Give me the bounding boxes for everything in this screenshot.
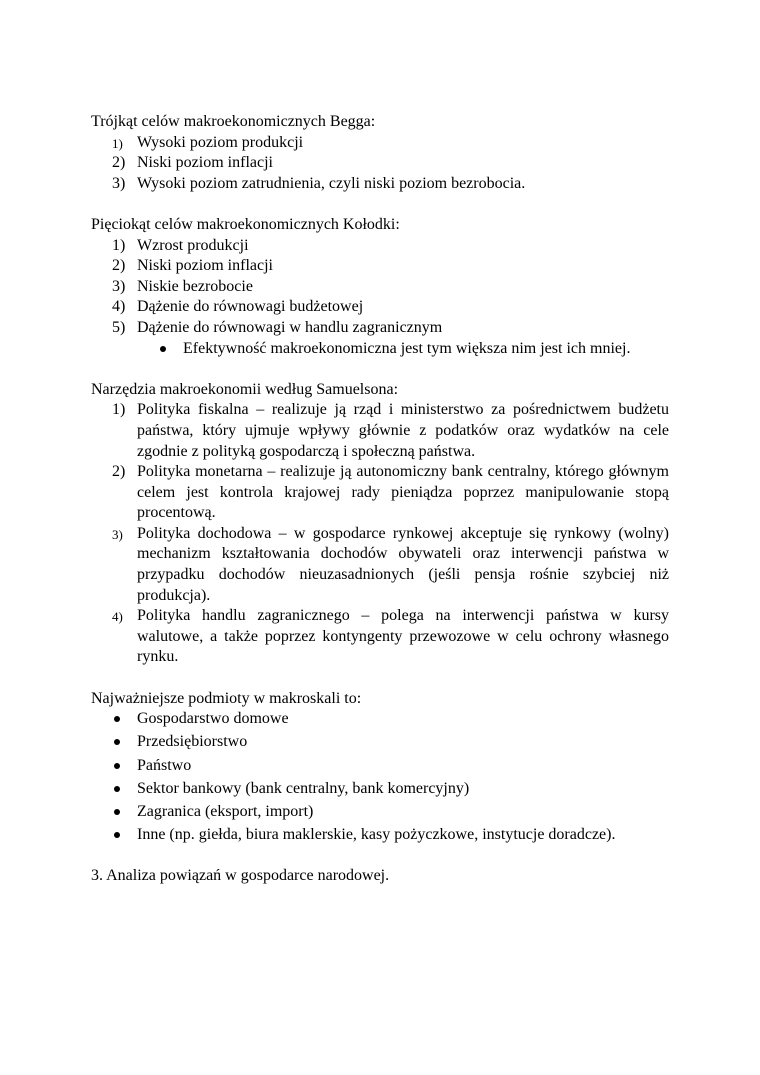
item-number: 3) [112, 277, 126, 295]
list-item [91, 400, 669, 462]
item-text: Dążenie do równowagi w handlu zagranicznym [137, 318, 443, 336]
item-text: Sektor bankowy (bank centralny, bank komercyjny) [137, 779, 470, 797]
bullet-icon [114, 716, 120, 722]
item-number: 3) [112, 174, 126, 192]
bullet-icon [114, 739, 120, 745]
item-text: Gospodarstwo domowe [137, 710, 289, 728]
item-text: Niski poziom inflacji [137, 257, 273, 275]
item-text: Inne (np. giełda, biura maklerskie, kasy pożyczkowe, instytucje doradcze). [137, 826, 616, 844]
bullet-icon [114, 763, 120, 769]
list-item [91, 277, 669, 298]
item-text: Państwo [137, 756, 192, 774]
item-text: Przedsiębiorstwo [137, 733, 248, 751]
item-number: 2) [112, 463, 126, 481]
item-text: Efektywność makroekonomiczna jest tym większa nim jest ich mniej. [183, 339, 631, 357]
list-item [91, 606, 669, 668]
numbered-list [91, 133, 669, 195]
item-text: Niskie bezrobocie [137, 277, 253, 295]
list-item [91, 318, 669, 339]
section-begg [91, 112, 669, 194]
sub-bullet-item [91, 339, 669, 360]
bullet-icon [160, 346, 166, 352]
numbered-list [91, 400, 669, 668]
list-item [91, 133, 669, 154]
item-text: Niski poziom inflacji [137, 154, 273, 172]
list-item [91, 236, 669, 257]
list-item [91, 524, 669, 606]
item-number: 3) [112, 526, 123, 542]
list-item [91, 153, 669, 174]
item-text: Polityka handlu zagranicznego – polega na interwencji państwa w kursy walutowe, a także poprzez kontyngenty przewozowe w celu ochrony własnego rynku. [137, 607, 669, 666]
item-text: Wzrost produkcji [137, 236, 249, 254]
list-item [91, 174, 669, 195]
item-number: 4) [112, 298, 126, 316]
numbered-list [91, 236, 669, 339]
item-number: 1) [112, 236, 126, 254]
item-text: Polityka dochodowa – w gospodarce rynkowej akceptuje się rynkowy (wolny) mechanizm kształtowania dochodów obywateli oraz interwencji państwa w przypadku dochodów nieuzasadnionych (jeśli pensja rośnie szybciej niż produkcja). [137, 524, 669, 604]
item-text: Dążenie do równowagi budżetowej [137, 298, 364, 316]
document-body [91, 112, 669, 887]
item-number: 2) [112, 257, 126, 275]
list-item [91, 462, 669, 524]
bullet-icon [114, 809, 120, 815]
section-kolodko [91, 215, 669, 359]
section-heading: Trójkąt celów makroekonomicznych Begga: [91, 113, 376, 130]
section-podmioty [91, 689, 669, 846]
list-item [91, 709, 669, 730]
list-item [91, 825, 669, 846]
list-item [91, 297, 669, 318]
item-number: 2) [112, 154, 126, 172]
item-number: 4) [112, 609, 123, 625]
list-item [91, 802, 669, 823]
list-item [91, 256, 669, 277]
item-text: Zagranica (eksport, import) [137, 802, 314, 820]
section-heading: Pięciokąt celów makroekonomicznych Kołodki: [91, 215, 400, 233]
item-text: Polityka monetarna – realizuje ją autonomiczny bank centralny, którego głównym celem jest kontrola krajowej rady pieniądza poprzez manipulowanie stopą procentową. [137, 463, 669, 522]
bullet-list [91, 709, 669, 846]
bullet-icon [114, 832, 120, 838]
chapter-heading: 3. Analiza powiązań w gospodarce narodowej. [91, 867, 390, 885]
item-text: Wysoki poziom produkcji [137, 133, 304, 151]
list-item [91, 732, 669, 753]
bullet-icon [114, 786, 120, 792]
item-number: 5) [112, 318, 126, 336]
sub-bullet-list [91, 339, 669, 360]
item-text: Wysoki poziom zatrudnienia, czyli niski poziom bezrobocia. [137, 174, 526, 192]
item-text: Polityka fiskalna – realizuje ją rząd i ministerstwo za pośrednictwem budżetu państwa, który ujmuje wpływy głównie z podatków oraz wydatków na cele zgodnie z polityką gospodarczą i społeczną państwa. [137, 401, 669, 460]
list-item [91, 756, 669, 777]
section-heading: Narzędzia makroekonomii według Samuelsona: [91, 380, 399, 398]
list-item [91, 779, 669, 800]
section-heading: Najważniejsze podmioty w makroskali to: [91, 689, 362, 707]
section-samuelson [91, 380, 669, 668]
item-number: 1) [112, 401, 126, 419]
item-number: 1) [112, 135, 123, 151]
